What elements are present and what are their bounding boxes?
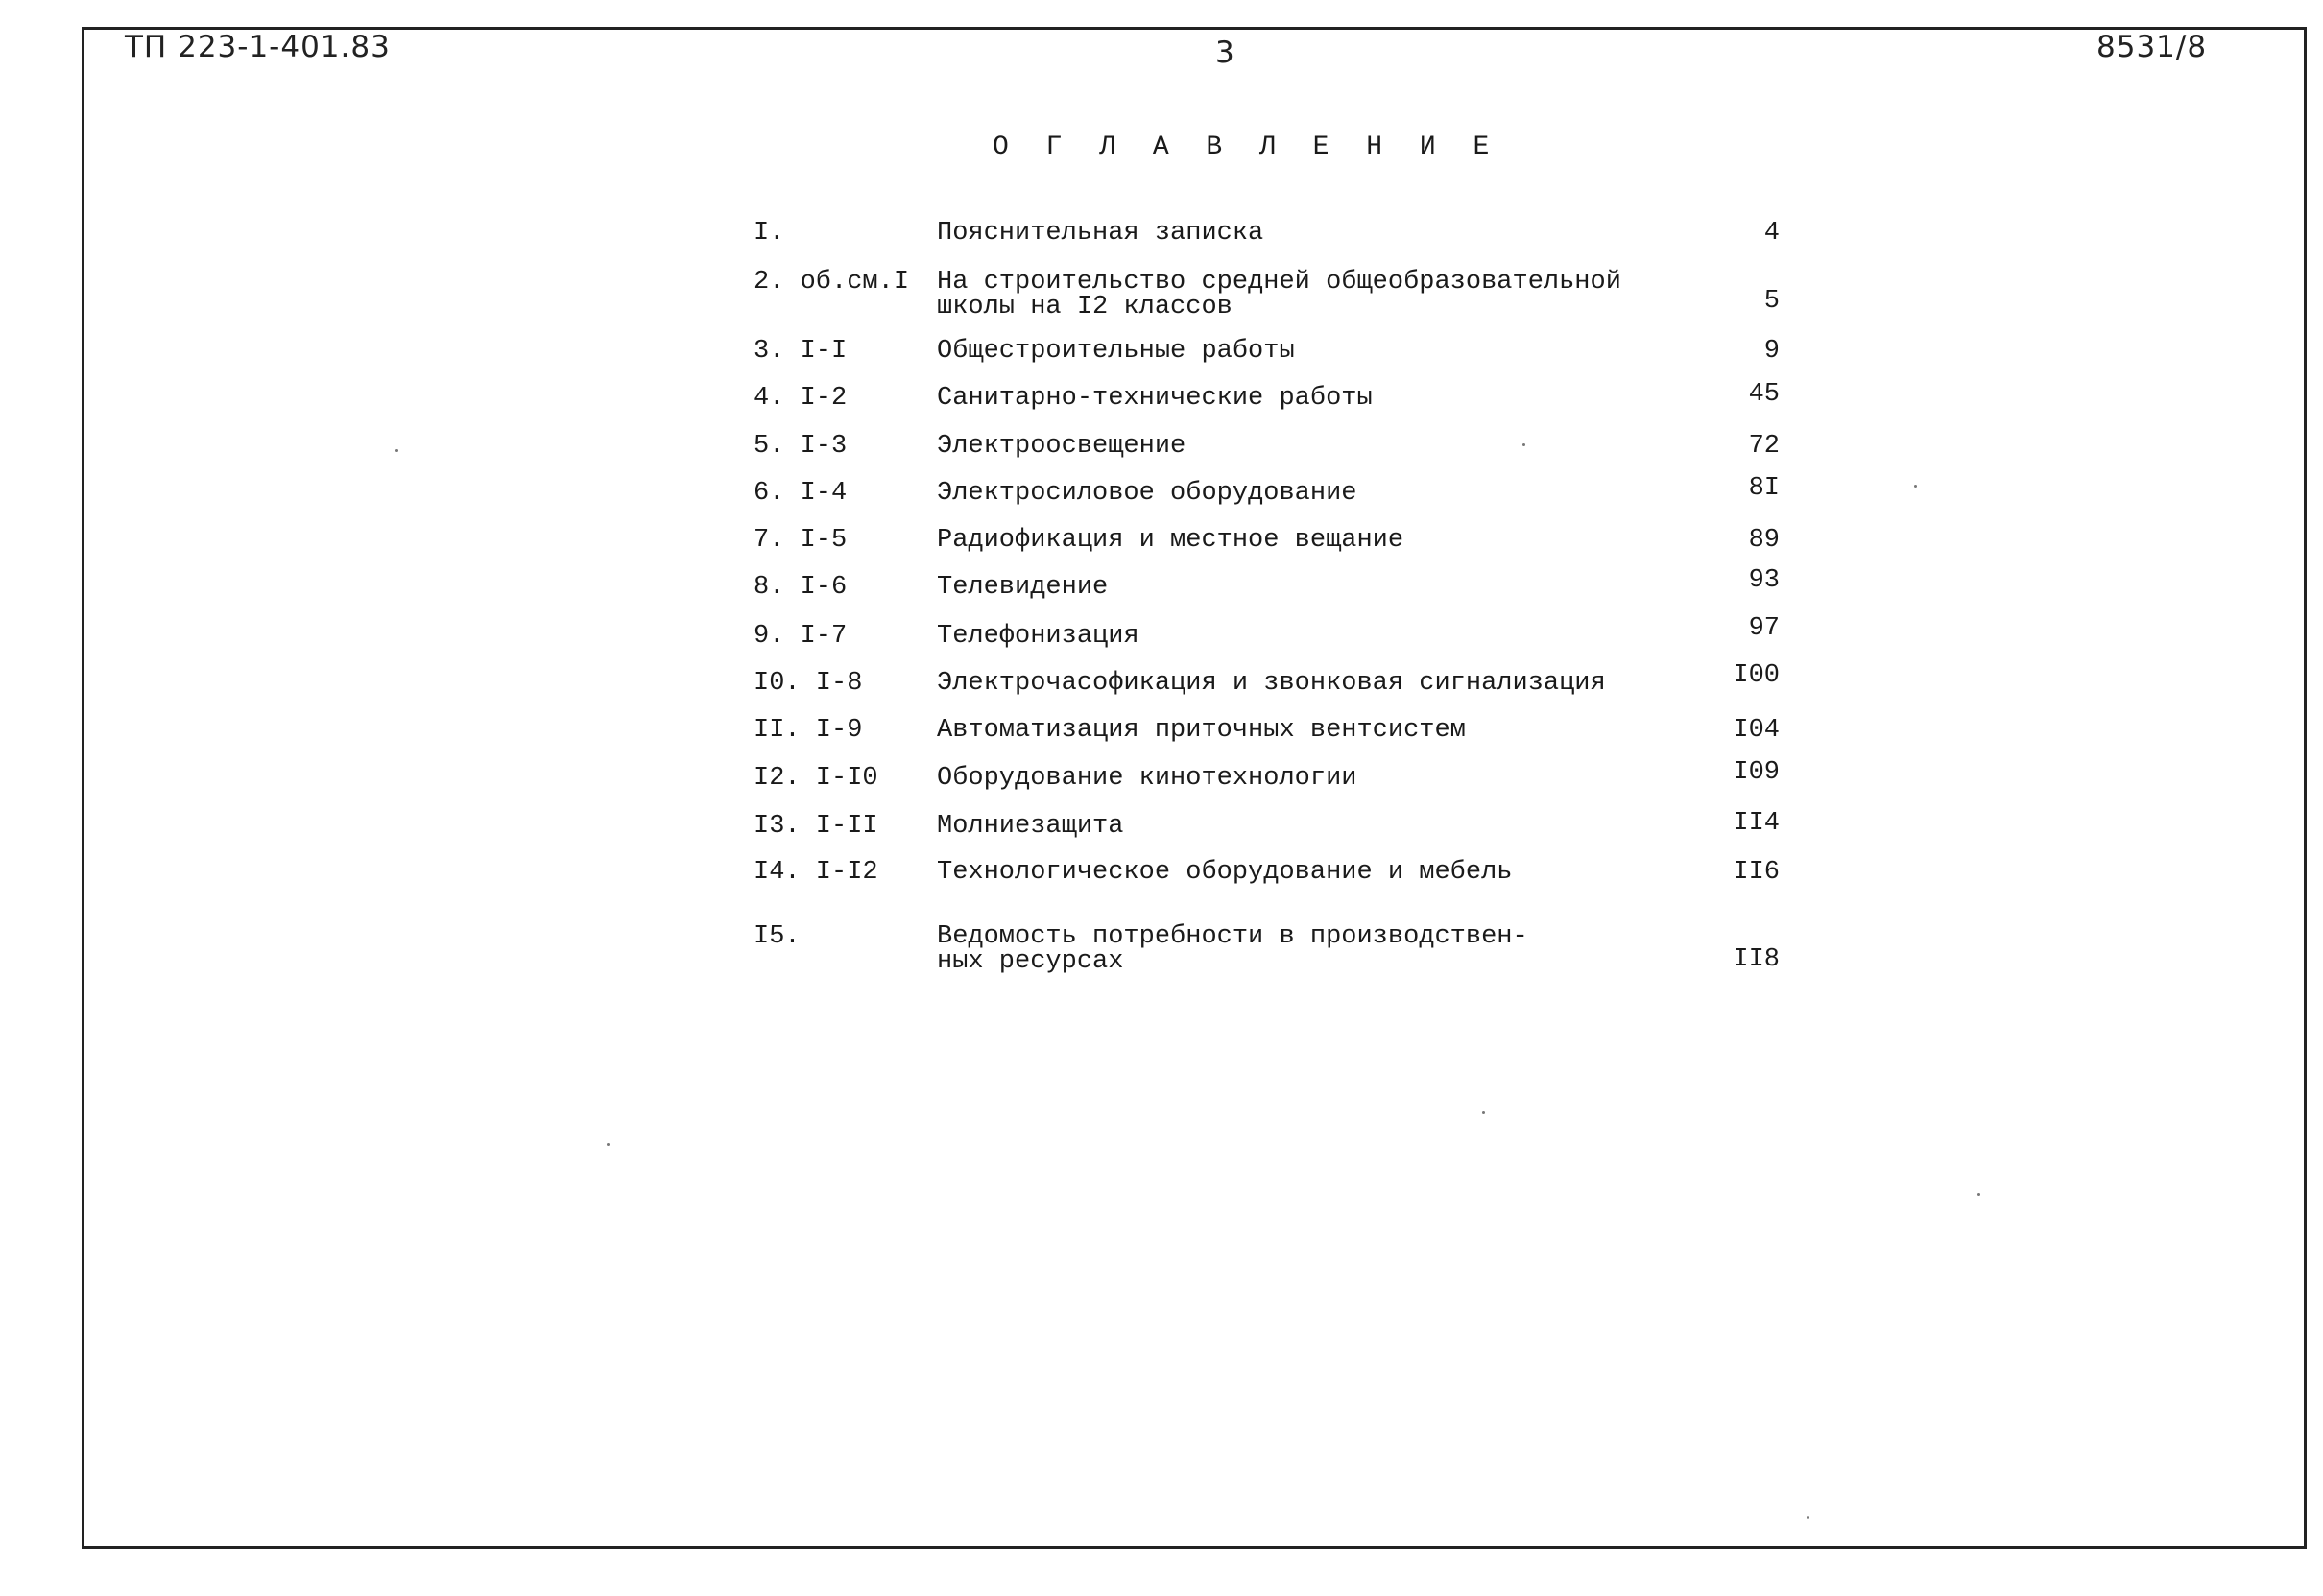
toc-page-number: 93: [1748, 566, 1780, 595]
toc-section-number: I5.: [754, 922, 801, 951]
toc-section-title: Технологическое оборудование и мебель: [937, 858, 1513, 887]
toc-section-title: Молниезащита: [937, 812, 1124, 841]
toc-section-title: Электросиловое оборудование: [937, 479, 1357, 508]
toc-section-number: 2. об.см.I: [754, 268, 910, 297]
toc-page-number: 45: [1748, 380, 1780, 409]
toc-section-title: Радиофикация и местное вещание: [937, 526, 1404, 555]
toc-page-number: 4: [1763, 219, 1780, 248]
toc-section-title: Оборудование кинотехнологии: [937, 764, 1357, 793]
toc-section-title: Телефонизация: [937, 622, 1139, 651]
toc-section-title: Пояснительная записка: [937, 219, 1264, 248]
toc-section-title: Автоматизация приточных вентсистем: [937, 716, 1466, 745]
toc-section-number: 6. I-4: [754, 479, 848, 508]
toc-section-title: Электроосвещение: [937, 432, 1186, 461]
toc-page-number: 8I: [1748, 474, 1780, 503]
document-code: ТП 223-1-401.83: [125, 30, 391, 64]
toc-section-number: I3. I-II: [754, 812, 878, 841]
toc-page-number: II8: [1733, 945, 1780, 974]
toc-page-number: 97: [1748, 614, 1780, 643]
toc-section-title: ных ресурсах: [937, 947, 1124, 976]
toc-section-number: I.: [754, 219, 785, 248]
toc-section-number: 7. I-5: [754, 526, 848, 555]
toc-page-number: 89: [1748, 526, 1780, 555]
toc-section-number: I4. I-I2: [754, 858, 878, 887]
toc-page-number: 9: [1763, 337, 1780, 366]
scan-speck: [1977, 1193, 1980, 1196]
toc-page-number: II4: [1733, 809, 1780, 838]
scan-speck: [607, 1143, 610, 1146]
toc-page-number: I04: [1733, 716, 1780, 745]
toc-section-title: Ведомость потребности в производствен-: [937, 922, 1528, 951]
toc-section-number: II. I-9: [754, 716, 863, 745]
scan-speck: [1522, 443, 1525, 446]
toc-section-title: школы на I2 классов: [937, 293, 1233, 322]
toc-page-number: I00: [1733, 661, 1780, 690]
toc-section-title: Телевидение: [937, 573, 1109, 602]
toc-page-number: II6: [1733, 858, 1780, 887]
toc-section-number: 4. I-2: [754, 384, 848, 413]
toc-heading: О Г Л А В Л Е Н И Е: [993, 132, 1500, 162]
toc-section-title: Электрочасофикация и звонковая сигнализация: [937, 669, 1606, 698]
toc-section-number: I2. I-I0: [754, 764, 878, 793]
scan-speck: [1807, 1516, 1809, 1519]
toc-page-number: I09: [1733, 758, 1780, 787]
toc-page-number: 72: [1748, 432, 1780, 461]
scan-speck: [395, 449, 398, 452]
toc-section-number: 3. I-I: [754, 337, 848, 366]
sheet-code: 8531/8: [2096, 30, 2208, 64]
toc-section-title: Санитарно-технические работы: [937, 384, 1373, 413]
page-number: 3: [1215, 36, 1234, 70]
toc-section-title: На строительство средней общеобразовательной: [937, 268, 1621, 297]
toc-section-number: I0. I-8: [754, 669, 863, 698]
scan-speck: [1482, 1111, 1485, 1114]
toc-page-number: 5: [1763, 287, 1780, 316]
toc-section-number: 8. I-6: [754, 573, 848, 602]
scan-speck: [1914, 485, 1917, 488]
toc-section-number: 9. I-7: [754, 622, 848, 651]
toc-section-title: Общестроительные работы: [937, 337, 1295, 366]
toc-section-number: 5. I-3: [754, 432, 848, 461]
